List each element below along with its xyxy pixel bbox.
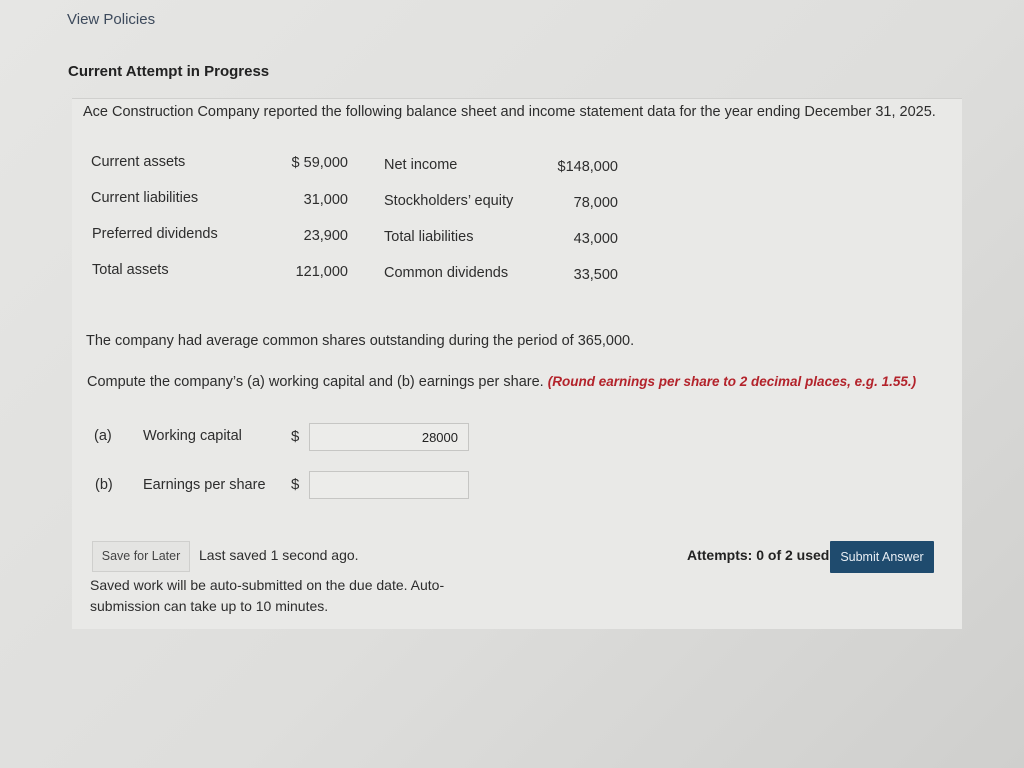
attempt-title: Current Attempt in Progress (68, 63, 270, 80)
rounding-hint: (Round earnings per share to 2 decimal places, e.g. 1.55.) (547, 374, 917, 389)
preferred-dividends-label: Preferred dividends (92, 226, 218, 242)
common-dividends-value: 33,500 (573, 267, 618, 283)
preferred-dividends-value: 23,900 (303, 228, 348, 244)
working-capital-input[interactable] (309, 423, 469, 451)
stockholders-equity-value: 78,000 (573, 195, 618, 211)
dollar-sign: $ (291, 476, 300, 493)
earnings-per-share-input[interactable] (309, 471, 469, 499)
net-income-value: $148,000 (557, 159, 618, 175)
total-liabilities-label: Total liabilities (384, 229, 474, 245)
current-assets-value: $ 59,000 (291, 155, 348, 171)
part-a-letter: (a) (94, 428, 112, 444)
current-liabilities-label: Current liabilities (91, 190, 199, 206)
shares-outstanding-text: The company had average common shares outstanding during the period of 365,000. (86, 333, 635, 349)
earnings-per-share-label: Earnings per share (143, 477, 266, 493)
net-income-label: Net income (384, 157, 458, 173)
current-liabilities-value: 31,000 (303, 192, 348, 208)
view-policies-link[interactable]: View Policies (67, 11, 156, 28)
stockholders-equity-label: Stockholders’ equity (384, 193, 514, 209)
last-saved-status: Last saved 1 second ago. (199, 547, 359, 563)
total-liabilities-value: 43,000 (573, 231, 618, 247)
auto-submit-note: Saved work will be auto-submitted on the due date. Auto-submission can take up to 10 minutes. (90, 577, 445, 614)
total-assets-value: 121,000 (295, 264, 348, 280)
compute-instruction (87, 374, 916, 390)
compute-text: Compute the company’s (a) working capital and (b) earnings per share. (87, 374, 544, 390)
question-intro: Ace Construction Company reported the following balance sheet and income statement data for the year ending December 31, 2025. (83, 104, 936, 120)
working-capital-label: Working capital (143, 428, 242, 444)
common-dividends-label: Common dividends (384, 265, 509, 281)
part-b-letter: (b) (95, 477, 113, 493)
current-assets-label: Current assets (91, 154, 186, 170)
total-assets-label: Total assets (92, 262, 169, 278)
dollar-sign: $ (291, 428, 300, 445)
submit-answer-button[interactable]: Submit Answer (830, 541, 934, 573)
save-for-later-button[interactable]: Save for Later (92, 541, 190, 572)
attempts-counter: Attempts: 0 of 2 used (687, 547, 830, 563)
